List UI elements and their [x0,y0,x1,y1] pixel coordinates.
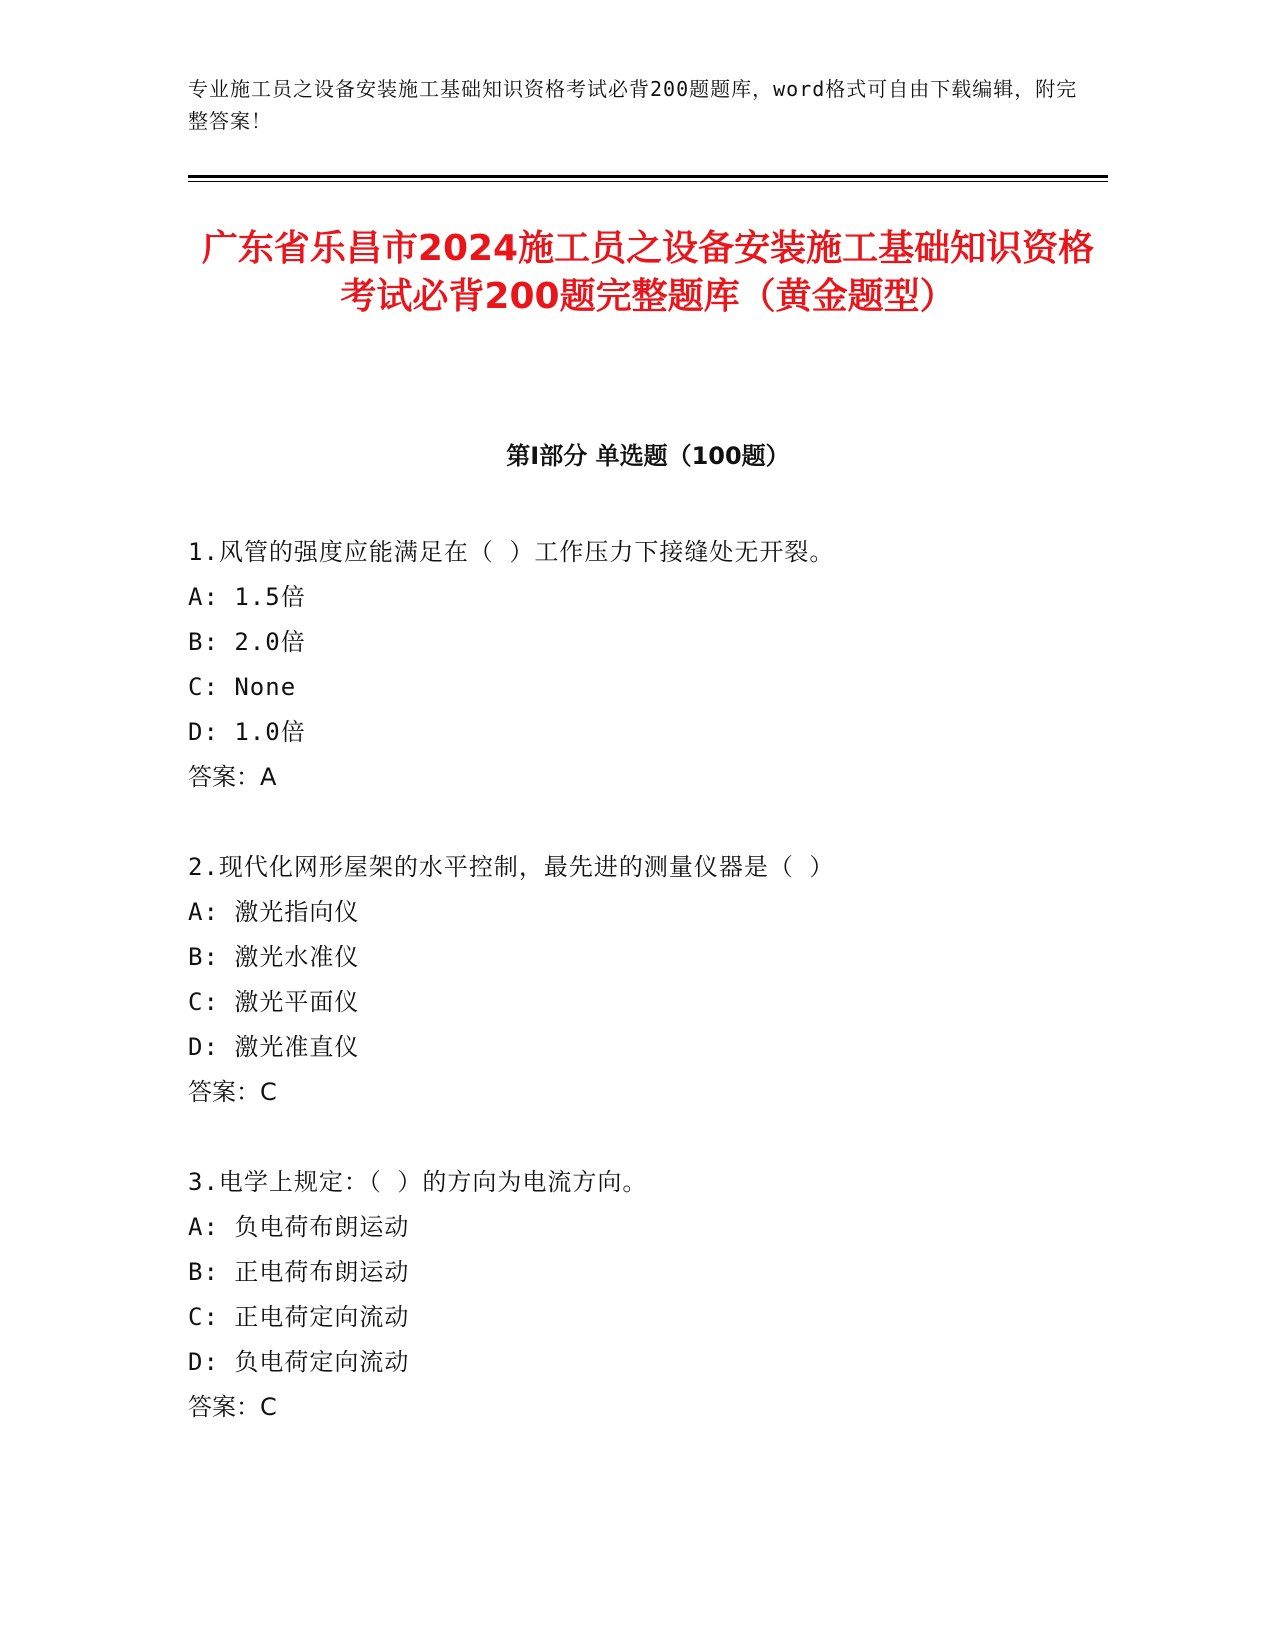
question-stem: 1.风管的强度应能满足在（ ）工作压力下接缝处无开裂。 [188,538,835,566]
question-stem: 2.现代化网形屋架的水平控制，最先进的测量仪器是（ ） [188,853,835,881]
option-b: B: 激光水准仪 [188,943,360,971]
option-a: A: 负电荷布朗运动 [188,1213,410,1241]
section-title: 第Ⅰ部分 单选题（100题） [506,442,790,470]
document-title: 广东省乐昌市2024施工员之设备安装施工基础知识资格考试必背200题完整题库（黄金题型） [201,228,1095,317]
option-d: D: 1.0倍 [188,718,306,746]
option-a: A: 激光指向仪 [188,898,360,926]
option-c: C: 激光平面仪 [188,988,360,1016]
header-rule-thin [188,181,1108,182]
option-d: D: 负电荷定向流动 [188,1348,410,1376]
header-note: 专业施工员之设备安装施工基础知识资格考试必背200题题库，word格式可自由下载编辑，附完整答案！ [188,77,1078,133]
answer: 答案：A [188,763,277,791]
answer: 答案：C [188,1078,277,1106]
header-rule-thick [188,175,1108,178]
option-a: A: 1.5倍 [188,583,306,611]
answer: 答案：C [188,1393,277,1421]
option-d: D: 激光准直仪 [188,1033,360,1061]
question-1 [188,530,1108,800]
question-3 [188,1160,1108,1430]
question-list [188,530,1108,1475]
option-c: C: None [188,673,297,701]
question-stem: 3.电学上规定：（ ）的方向为电流方向。 [188,1168,648,1196]
option-b: B: 2.0倍 [188,628,306,656]
question-2 [188,845,1108,1115]
option-c: C: 正电荷定向流动 [188,1303,410,1331]
option-b: B: 正电荷布朗运动 [188,1258,410,1286]
